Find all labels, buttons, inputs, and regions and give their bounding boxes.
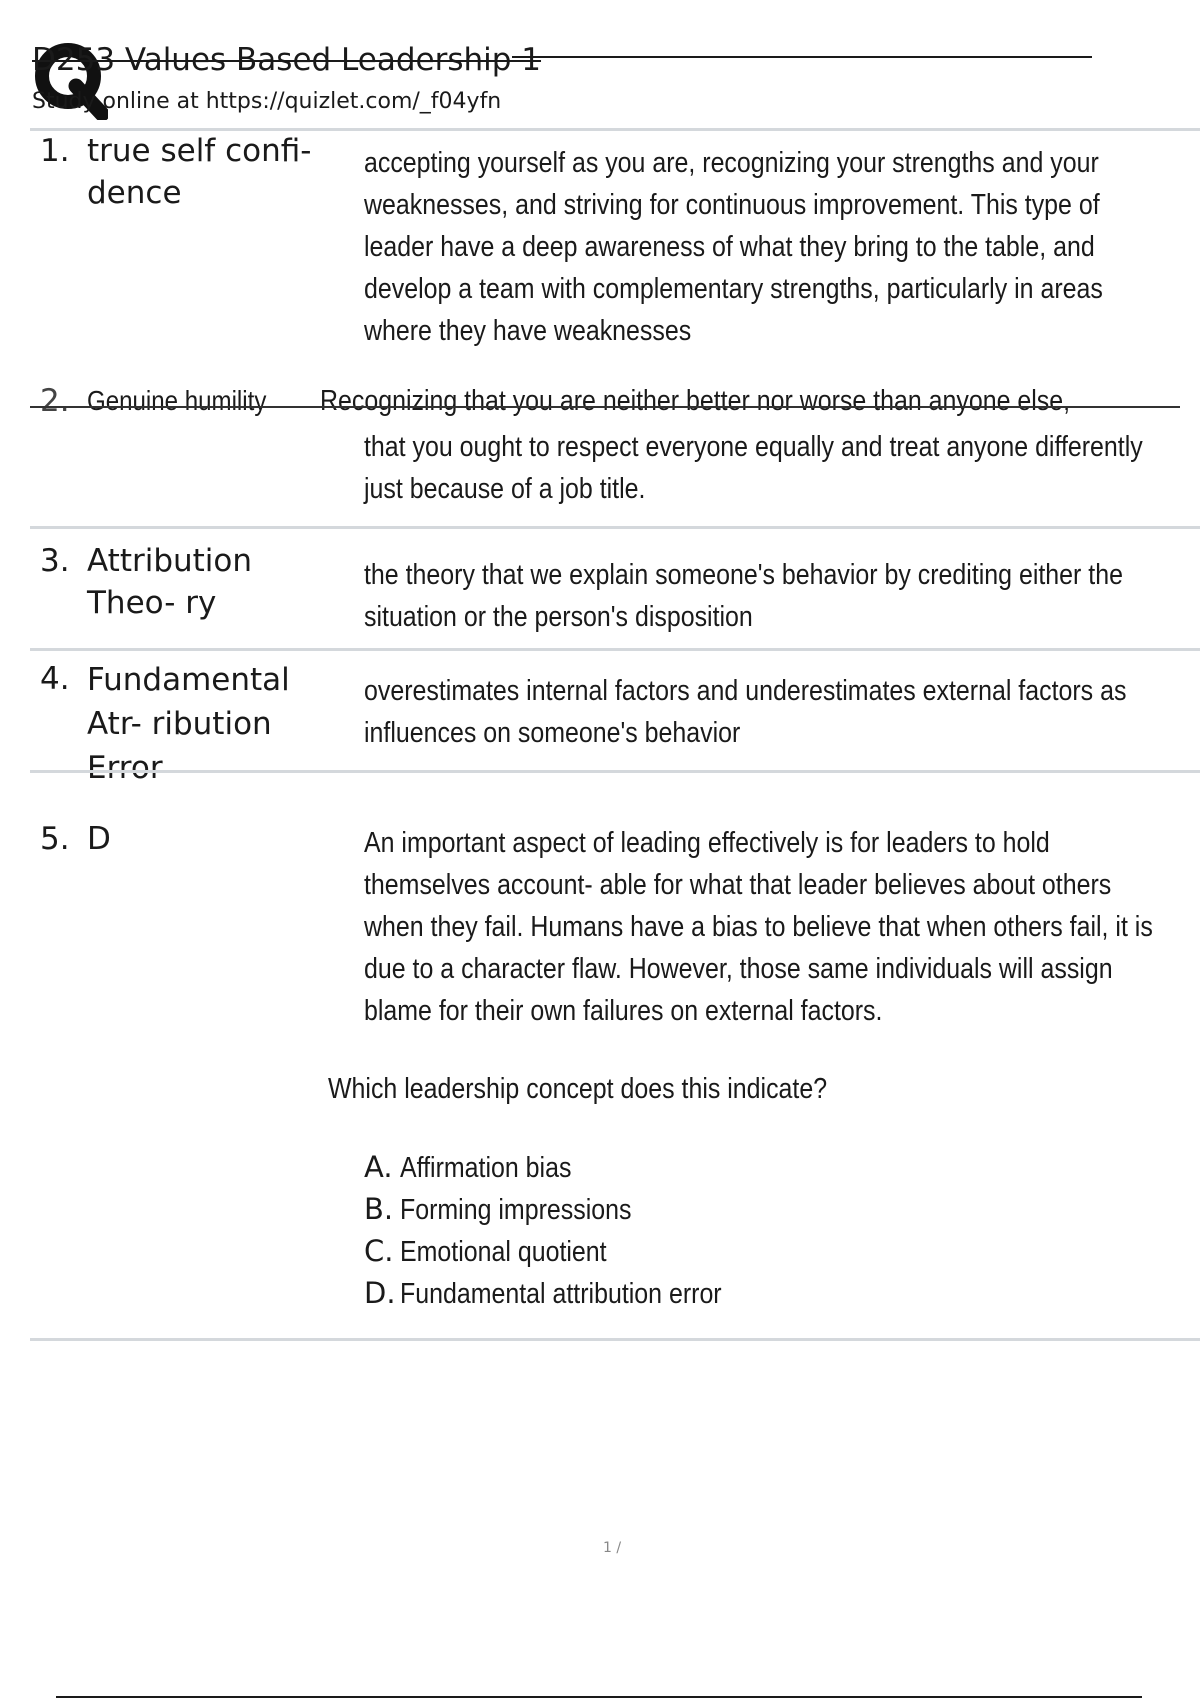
card-term: true self confi- dence	[87, 133, 312, 211]
bottom-rule	[56, 1696, 1142, 1698]
card-term: D	[87, 821, 111, 857]
card-number: 3.	[40, 543, 70, 579]
card-term: Genuine humility	[87, 385, 267, 416]
title-rule	[512, 56, 1092, 58]
option-letter: D.	[364, 1276, 396, 1310]
divider	[30, 1338, 1200, 1341]
card-definition-first-line: Recognizing that you are neither better nor worse than anyone else,	[320, 385, 1071, 417]
card-definition: overestimates internal factors and underestimates external factors as influences on someone's behavior	[364, 675, 1127, 749]
strikethrough-line	[30, 406, 1180, 408]
option-text: Emotional quotient	[400, 1236, 607, 1268]
question-text: Which leadership concept does this indicate?	[328, 1073, 828, 1105]
card-term: Attribution Theo- ry	[87, 543, 253, 621]
card-definition: that you ought to respect everyone equally and treat anyone differently just because of a job title.	[364, 431, 1143, 505]
document-title: D253 Values Based Leadership 1	[32, 42, 542, 78]
option-c[interactable]	[364, 1230, 640, 1273]
card-term: Fundamental Atr- ribution Error	[87, 662, 290, 786]
flashcard-row	[30, 540, 1200, 650]
option-text: Affirmation bias	[400, 1152, 572, 1184]
card-number: 2.	[40, 383, 70, 419]
option-d[interactable]	[364, 1272, 774, 1315]
option-b[interactable]	[364, 1188, 669, 1231]
card-definition: An important aspect of leading effectively is for leaders to hold themselves account- able for what that leader believes about others when they fail. Humans have a bias to believe that when others fail, it is due to a character flaw. However, those same individuals will assign blame for their own failures on external factors.	[364, 827, 1153, 1027]
option-text: Fundamental attribution error	[400, 1278, 722, 1310]
option-letter: B.	[364, 1192, 394, 1226]
study-online-link[interactable]: Study online at https://quizlet.com/_f04yfn	[32, 89, 502, 114]
option-text: Forming impressions	[400, 1194, 632, 1226]
option-letter: A.	[364, 1150, 393, 1184]
card-number: 5.	[40, 821, 70, 857]
flashcard-row	[30, 130, 1200, 390]
option-letter: C.	[364, 1234, 394, 1268]
card-definition: accepting yourself as you are, recognizing your strengths and your weaknesses, and striving for continuous improvement. This type of leader have a deep awareness of what they bring to the table, and develop a team with complementary strengths, particularly in areas where they have weaknesses	[364, 147, 1103, 347]
flashcard-row	[30, 658, 1200, 786]
card-definition: the theory that we explain someone's behavior by crediting either the situation or the person's disposition	[364, 559, 1123, 633]
option-a[interactable]	[364, 1146, 599, 1189]
divider	[30, 770, 1200, 773]
page-number: 1 /	[603, 1540, 622, 1556]
card-number: 4.	[40, 661, 70, 697]
card-number: 1.	[40, 133, 70, 169]
divider	[30, 526, 1200, 529]
divider	[30, 648, 1200, 651]
